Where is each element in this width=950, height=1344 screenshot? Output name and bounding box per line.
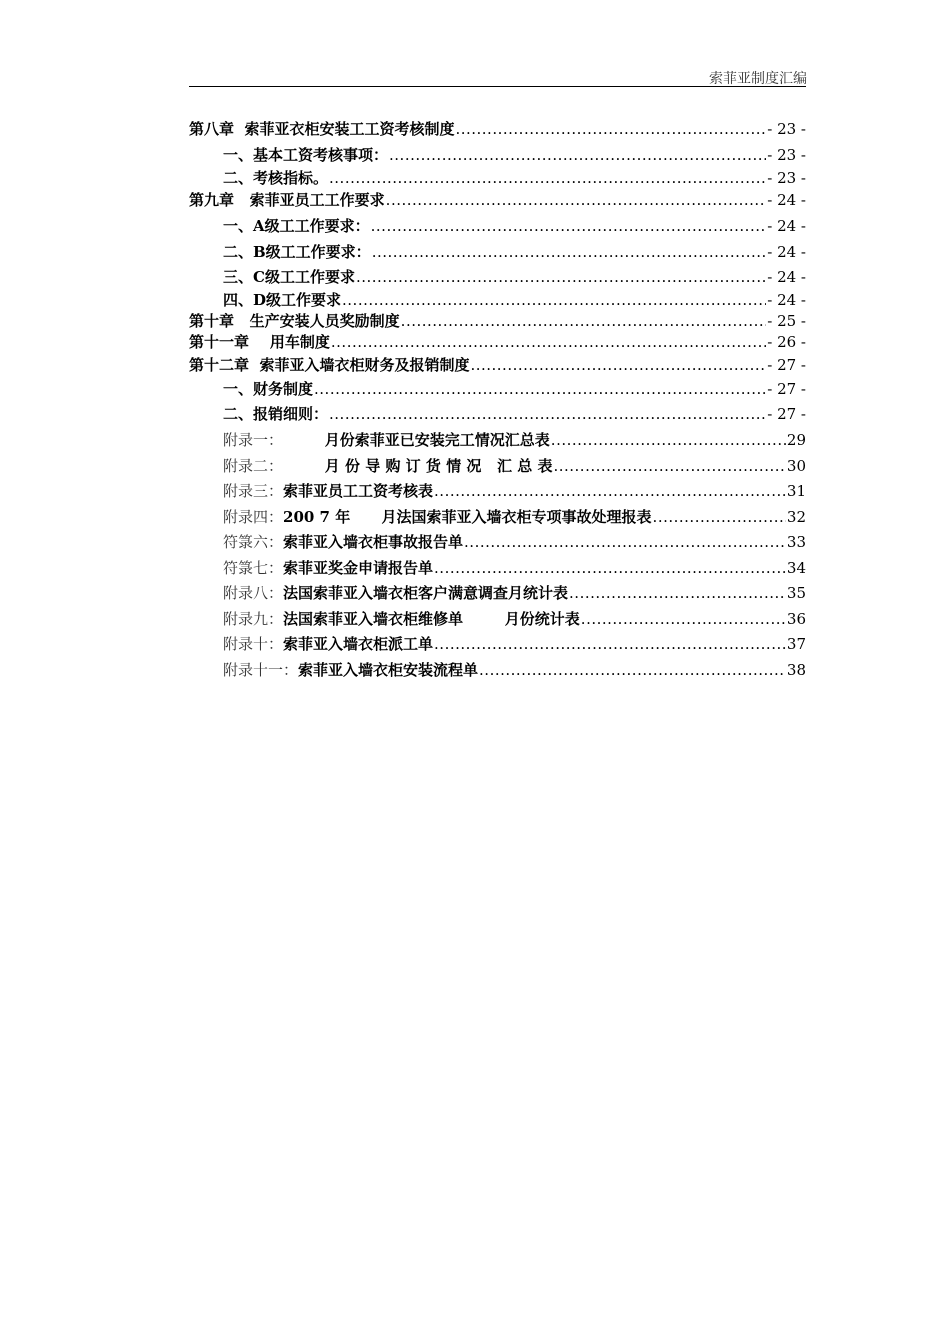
toc-entry-prefix: 附录四： bbox=[223, 508, 284, 526]
toc-entry-title: 一、A级工工作要求： bbox=[223, 217, 370, 235]
toc-entry-title: 第九章 索菲亚员工工作要求 bbox=[189, 191, 385, 209]
toc-entry[interactable] bbox=[189, 453, 806, 479]
toc-entry-title: 200 7 年 月法国索菲亚入墙衣柜专项事故处理报表 bbox=[283, 508, 652, 526]
dot-leader bbox=[479, 657, 786, 683]
toc-page-number: 30 bbox=[786, 457, 806, 475]
toc-page-number: - 23 - bbox=[767, 146, 806, 164]
toc-page-number: - 25 - bbox=[767, 312, 806, 330]
dot-leader bbox=[470, 353, 766, 377]
dot-leader bbox=[464, 530, 786, 555]
toc-page-number: 31 bbox=[786, 482, 806, 500]
toc-entry[interactable] bbox=[189, 142, 806, 168]
dot-leader bbox=[553, 453, 785, 479]
dot-leader bbox=[569, 581, 786, 606]
toc-page-number: - 24 - bbox=[767, 291, 806, 309]
toc-entry[interactable] bbox=[189, 427, 806, 453]
toc-entry-prefix: 附录九： bbox=[223, 610, 284, 628]
dot-leader bbox=[342, 290, 766, 311]
toc-entry-title: 法国索菲亚入墙衣柜维修单 月份统计表 bbox=[283, 610, 580, 628]
dot-leader bbox=[329, 402, 766, 427]
dot-leader bbox=[372, 239, 767, 265]
toc-entry-title: 一、基本工资考核事项： bbox=[223, 146, 389, 164]
toc-entry-title: 二、报销细则： bbox=[223, 405, 329, 423]
toc-entry-title: 月份索菲亚已安装完工情况汇总表 bbox=[283, 431, 550, 449]
toc-entry[interactable] bbox=[189, 581, 806, 606]
toc-entry-title: 四、D级工作要求 bbox=[223, 291, 342, 309]
dot-leader bbox=[434, 632, 786, 657]
toc-page-number: - 26 - bbox=[767, 333, 806, 351]
toc-page-number: - 24 - bbox=[767, 191, 806, 209]
running-header: 索菲亚制度汇编 bbox=[709, 71, 807, 87]
toc-entry[interactable] bbox=[189, 188, 806, 213]
dot-leader bbox=[331, 332, 766, 353]
toc-entry[interactable] bbox=[189, 657, 806, 683]
toc-entry-title: 法国索菲亚入墙衣柜客户满意调查月统计表 bbox=[283, 584, 569, 602]
toc-entry-prefix: 附录十一： bbox=[223, 661, 299, 679]
toc-entry-prefix: 附录八： bbox=[223, 584, 284, 602]
toc-page-number: - 23 - bbox=[767, 169, 806, 187]
toc-page-number: - 27 - bbox=[767, 356, 806, 374]
toc-entry-prefix: 附录二： bbox=[223, 457, 284, 475]
toc-entry-title: 索菲亚入墙衣柜安装流程单 bbox=[298, 661, 479, 679]
toc-entry-prefix: 附录三： bbox=[223, 482, 284, 500]
toc-entry-title: 二、考核指标。 bbox=[223, 169, 329, 187]
toc-entry[interactable] bbox=[189, 555, 806, 581]
dot-leader bbox=[371, 213, 767, 239]
toc-entry[interactable] bbox=[189, 479, 806, 504]
dot-leader bbox=[434, 479, 786, 504]
dot-leader bbox=[356, 265, 766, 290]
toc-page-number: 29 bbox=[786, 431, 806, 449]
toc-entry[interactable] bbox=[189, 265, 806, 290]
toc-entry-title: 索菲亚入墙衣柜事故报告单 bbox=[283, 533, 464, 551]
table-of-contents bbox=[189, 116, 806, 683]
toc-entry[interactable] bbox=[189, 530, 806, 555]
toc-page-number: 32 bbox=[786, 508, 806, 526]
dot-leader bbox=[434, 555, 786, 581]
dot-leader bbox=[551, 427, 786, 453]
toc-page-number: 38 bbox=[786, 661, 806, 679]
toc-entry-title: 第十章 生产安装人员奖励制度 bbox=[189, 312, 400, 330]
toc-page-number: - 23 - bbox=[767, 120, 806, 138]
toc-entry-title: 索菲亚员工工资考核表 bbox=[283, 482, 434, 500]
toc-entry[interactable] bbox=[189, 632, 806, 657]
toc-page-number: - 24 - bbox=[767, 243, 806, 261]
toc-entry-title: 月 份 导 购 订 货 情 况 汇 总 表 bbox=[283, 457, 553, 475]
toc-entry-title: 一、财务制度 bbox=[223, 380, 314, 398]
toc-entry-title: 第八章 索菲亚衣柜安装工工资考核制度 bbox=[189, 120, 455, 138]
toc-page-number: - 27 - bbox=[767, 405, 806, 423]
toc-entry-title: 二、B级工工作要求： bbox=[223, 243, 371, 261]
toc-page-number: 36 bbox=[786, 610, 806, 628]
dot-leader bbox=[581, 606, 786, 632]
toc-entry-prefix: 附录一： bbox=[223, 431, 284, 449]
toc-entry[interactable] bbox=[189, 353, 806, 377]
toc-page-number: 35 bbox=[786, 584, 806, 602]
toc-entry-title: 第十一章 用车制度 bbox=[189, 333, 330, 351]
toc-entry-title: 三、C级工工作要求 bbox=[223, 268, 355, 286]
toc-entry-title: 索菲亚入墙衣柜派工单 bbox=[283, 635, 434, 653]
toc-entry[interactable] bbox=[189, 504, 806, 530]
dot-leader bbox=[329, 168, 766, 188]
header-rule bbox=[189, 86, 806, 87]
toc-entry[interactable] bbox=[189, 377, 806, 402]
toc-entry-title: 第十二章 索菲亚入墙衣柜财务及报销制度 bbox=[189, 356, 470, 374]
dot-leader bbox=[314, 377, 766, 402]
toc-entry[interactable] bbox=[189, 290, 806, 311]
toc-entry-prefix: 符箓七： bbox=[223, 559, 284, 577]
toc-page-number: 33 bbox=[786, 533, 806, 551]
toc-entry[interactable] bbox=[189, 332, 806, 353]
toc-page-number: - 27 - bbox=[767, 380, 806, 398]
toc-entry[interactable] bbox=[189, 168, 806, 188]
toc-page-number: - 24 - bbox=[767, 268, 806, 286]
dot-leader bbox=[386, 188, 767, 213]
toc-entry[interactable] bbox=[189, 213, 806, 239]
toc-page-number: 37 bbox=[786, 635, 806, 653]
toc-entry[interactable] bbox=[189, 402, 806, 427]
toc-entry[interactable] bbox=[189, 239, 806, 265]
toc-entry-prefix: 附录十： bbox=[223, 635, 284, 653]
toc-page-number: 34 bbox=[786, 559, 806, 577]
toc-entry[interactable] bbox=[189, 606, 806, 632]
toc-page-number: - 24 - bbox=[767, 217, 806, 235]
toc-entry[interactable] bbox=[189, 116, 806, 142]
dot-leader bbox=[401, 311, 767, 332]
dot-leader bbox=[389, 142, 766, 168]
toc-entry-prefix: 符箓六： bbox=[223, 533, 284, 551]
dot-leader bbox=[653, 504, 786, 530]
dot-leader bbox=[455, 116, 766, 142]
toc-entry-title: 索菲亚奖金申请报告单 bbox=[283, 559, 434, 577]
toc-entry[interactable] bbox=[189, 311, 806, 332]
